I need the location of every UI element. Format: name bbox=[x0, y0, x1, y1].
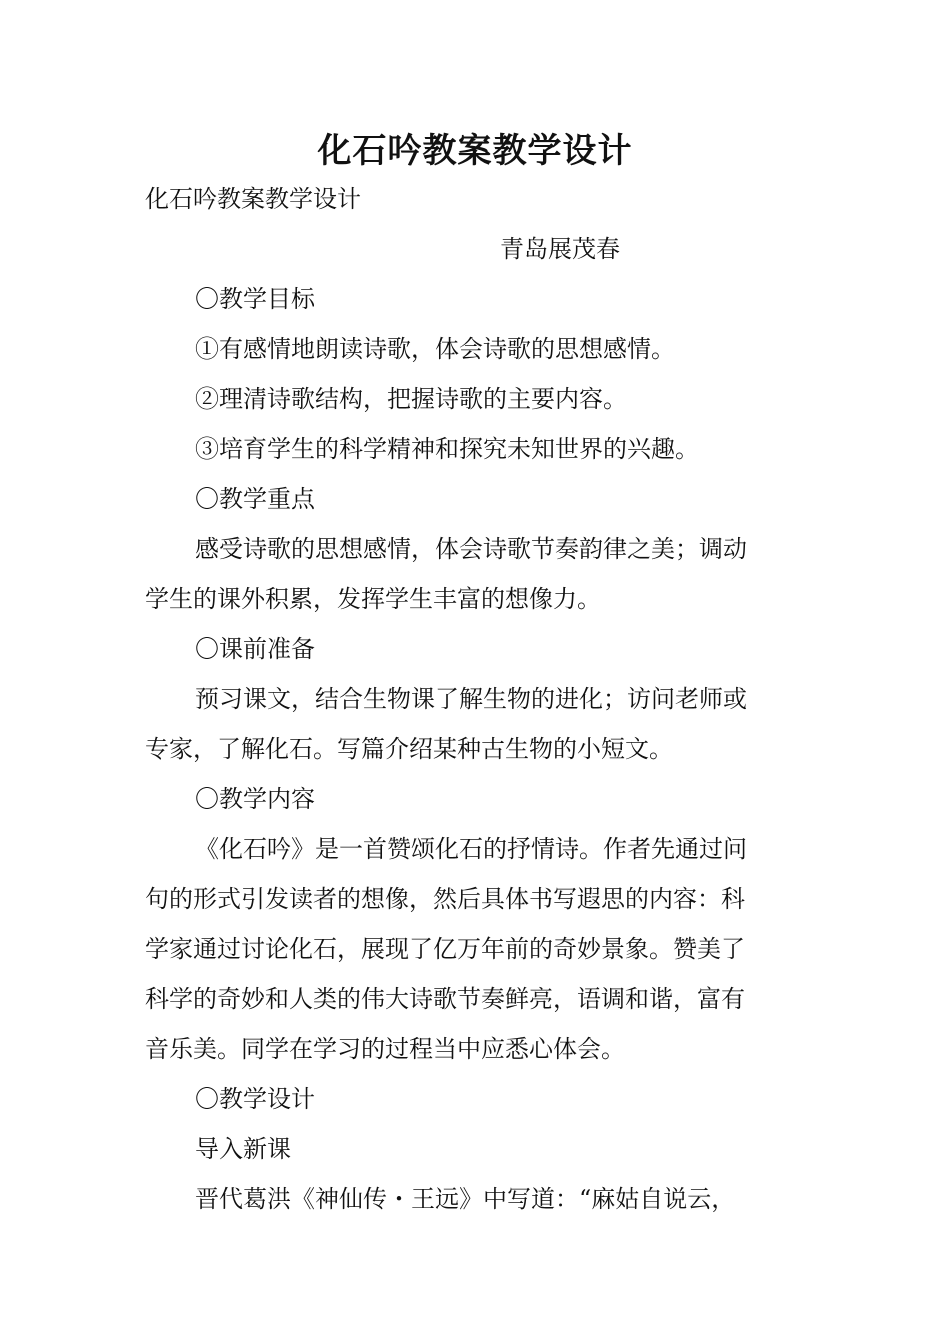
document-subtitle: 化石吟教案教学设计 bbox=[145, 185, 361, 213]
objective-item-2: ②理清诗歌结构，把握诗歌的主要内容。 bbox=[195, 385, 627, 413]
paragraph-line: 学生的课外积累，发挥学生丰富的想像力。 bbox=[145, 585, 601, 613]
section-heading-content: 〇教学内容 bbox=[195, 785, 315, 813]
section-heading-design: 〇教学设计 bbox=[195, 1085, 315, 1113]
paragraph-line: 《化石吟》是一首赞颂化石的抒情诗。作者先通过问 bbox=[195, 835, 747, 863]
section-heading-key-points: 〇教学重点 bbox=[195, 485, 315, 513]
document-title: 化石吟教案教学设计 bbox=[317, 131, 633, 171]
objective-item-1: ①有感情地朗读诗歌，体会诗歌的思想感情。 bbox=[195, 335, 675, 363]
paragraph-line: 专家，了解化石。写篇介绍某种古生物的小短文。 bbox=[145, 735, 673, 763]
paragraph-line: 学家通过讨论化石，展现了亿万年前的奇妙景象。赞美了 bbox=[145, 935, 745, 963]
section-heading-objectives: 〇教学目标 bbox=[195, 285, 315, 313]
paragraph-line: 句的形式引发读者的想像，然后具体书写遐思的内容：科 bbox=[145, 885, 745, 913]
paragraph-line: 科学的奇妙和人类的伟大诗歌节奏鲜亮，语调和谐，富有 bbox=[145, 985, 745, 1013]
author-name: 青岛展茂春 bbox=[500, 235, 620, 263]
section-heading-preparation: 〇课前准备 bbox=[195, 635, 315, 663]
subheading-introduction: 导入新课 bbox=[195, 1135, 291, 1163]
paragraph-line: 感受诗歌的思想感情，体会诗歌节奏韵律之美；调动 bbox=[195, 535, 747, 563]
objective-item-3: ③培育学生的科学精神和探究未知世界的兴趣。 bbox=[195, 435, 699, 463]
paragraph-line: 预习课文，结合生物课了解生物的进化；访问老师或 bbox=[195, 685, 747, 713]
paragraph-line: 晋代葛洪《神仙传・王远》中写道：“麻姑自说云， bbox=[195, 1185, 736, 1213]
paragraph-line: 音乐美。同学在学习的过程当中应悉心体会。 bbox=[145, 1035, 625, 1063]
